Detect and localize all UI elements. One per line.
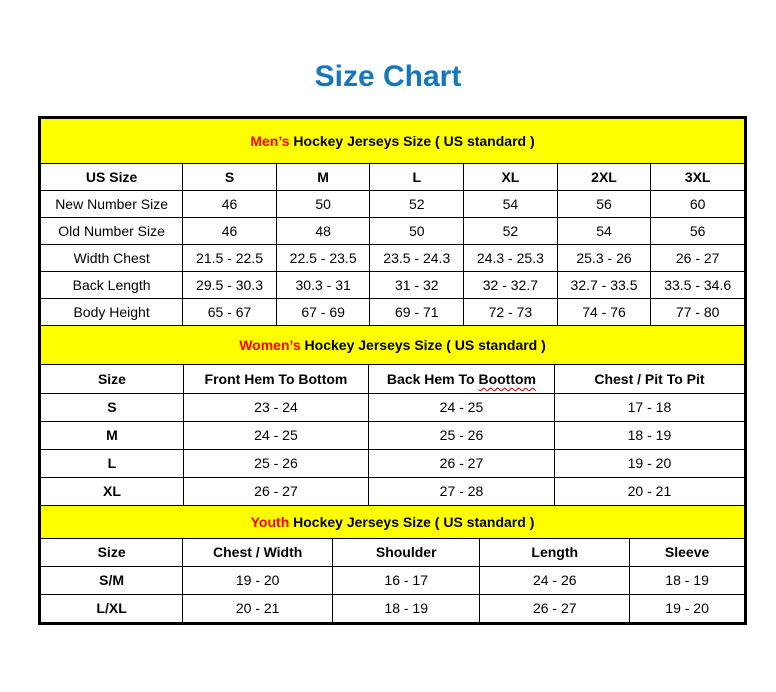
mens-row-label: Body Height (41, 299, 183, 326)
youth-value-cell: 18 - 19 (333, 595, 480, 623)
mens-value-cell: 50 (370, 218, 464, 245)
womens-value-cell: 20 - 21 (554, 478, 744, 506)
youth-value-cell: 20 - 21 (183, 595, 333, 623)
mens-value-cell: 30.3 - 31 (276, 272, 370, 299)
mens-column-header: 2XL (557, 164, 651, 191)
womens-data-row (41, 422, 745, 450)
youth-value-cell: 19 - 20 (630, 595, 745, 623)
column-header-text: Back Hem To (386, 370, 479, 387)
youth-row-label: S/M (41, 567, 183, 595)
womens-data-row (41, 478, 745, 506)
mens-row-label: Back Length (41, 272, 183, 299)
mens-row-label: Width Chest (41, 245, 183, 272)
mens-band-highlight: Men’s (250, 132, 290, 149)
mens-value-cell: 26 - 27 (651, 245, 745, 272)
youth-value-cell: 19 - 20 (183, 567, 333, 595)
youth-size-table (40, 505, 745, 623)
mens-value-cell: 25.3 - 26 (557, 245, 651, 272)
mens-value-cell: 77 - 80 (651, 299, 745, 326)
youth-data-row (41, 595, 745, 623)
womens-value-cell: 23 - 24 (183, 394, 368, 422)
mens-band-text: Hockey Jerseys Size ( US standard ) (289, 132, 535, 149)
womens-band-highlight: Women’s (239, 336, 301, 353)
mens-value-cell: 69 - 71 (370, 299, 464, 326)
youth-column-header: Length (480, 539, 630, 567)
womens-column-header: Front Hem To Bottom (183, 365, 368, 394)
mens-column-header: L (370, 164, 464, 191)
mens-data-row (41, 272, 745, 299)
mens-column-header: XL (464, 164, 558, 191)
mens-column-header: M (276, 164, 370, 191)
womens-row-label: XL (41, 478, 184, 506)
youth-value-cell: 18 - 19 (630, 567, 745, 595)
womens-band-row (41, 326, 745, 365)
womens-column-header: Chest / Pit To Pit (554, 365, 744, 394)
mens-value-cell: 48 (276, 218, 370, 245)
mens-column-header: US Size (41, 164, 183, 191)
mens-value-cell: 21.5 - 22.5 (183, 245, 277, 272)
youth-column-header: Size (41, 539, 183, 567)
page-title: Size Chart (314, 60, 462, 93)
mens-header-row (41, 164, 745, 191)
womens-value-cell: 19 - 20 (554, 450, 744, 478)
mens-row-label: New Number Size (41, 191, 183, 218)
mens-value-cell: 33.5 - 34.6 (651, 272, 745, 299)
womens-value-cell: 18 - 19 (554, 422, 744, 450)
youth-value-cell: 24 - 26 (480, 567, 630, 595)
womens-column-header (369, 365, 555, 394)
youth-band-text: Hockey Jerseys Size ( US standard ) (289, 513, 535, 530)
mens-value-cell: 52 (464, 218, 558, 245)
mens-value-cell: 32 - 32.7 (464, 272, 558, 299)
mens-value-cell: 23.5 - 24.3 (370, 245, 464, 272)
youth-header-row (41, 539, 745, 567)
mens-value-cell: 56 (557, 191, 651, 218)
mens-value-cell: 56 (651, 218, 745, 245)
mens-value-cell: 60 (651, 191, 745, 218)
mens-value-cell: 65 - 67 (183, 299, 277, 326)
mens-value-cell: 32.7 - 33.5 (557, 272, 651, 299)
size-chart (38, 116, 747, 625)
youth-band-row (41, 506, 745, 539)
mens-size-table (40, 118, 745, 326)
mens-value-cell: 72 - 73 (464, 299, 558, 326)
mens-column-header: 3XL (651, 164, 745, 191)
youth-value-cell: 16 - 17 (333, 567, 480, 595)
womens-data-row (41, 450, 745, 478)
mens-value-cell: 67 - 69 (276, 299, 370, 326)
womens-row-label: S (41, 394, 184, 422)
youth-band-highlight: Youth (250, 513, 290, 530)
youth-column-header: Sleeve (630, 539, 745, 567)
womens-value-cell: 24 - 25 (183, 422, 368, 450)
misspelled-word: Boottom (478, 370, 537, 387)
mens-value-cell: 54 (557, 218, 651, 245)
womens-data-row (41, 394, 745, 422)
womens-value-cell: 24 - 25 (369, 394, 555, 422)
mens-column-header: S (183, 164, 277, 191)
mens-value-cell: 29.5 - 30.3 (183, 272, 277, 299)
mens-value-cell: 46 (183, 191, 277, 218)
womens-value-cell: 25 - 26 (183, 450, 368, 478)
mens-value-cell: 22.5 - 23.5 (276, 245, 370, 272)
womens-value-cell: 26 - 27 (369, 450, 555, 478)
womens-header-row (41, 365, 745, 394)
youth-column-header: Shoulder (333, 539, 480, 567)
mens-value-cell: 54 (464, 191, 558, 218)
mens-data-row (41, 299, 745, 326)
mens-row-label: Old Number Size (41, 218, 183, 245)
mens-band-row (41, 119, 745, 164)
mens-data-row (41, 191, 745, 218)
womens-row-label: M (41, 422, 184, 450)
mens-value-cell: 31 - 32 (370, 272, 464, 299)
youth-value-cell: 26 - 27 (480, 595, 630, 623)
womens-value-cell: 25 - 26 (369, 422, 555, 450)
womens-column-header: Size (41, 365, 184, 394)
youth-section-header (41, 506, 745, 539)
womens-value-cell: 17 - 18 (554, 394, 744, 422)
womens-size-table (40, 325, 745, 506)
mens-value-cell: 74 - 76 (557, 299, 651, 326)
womens-band-text: Hockey Jerseys Size ( US standard ) (300, 336, 546, 353)
mens-data-row (41, 245, 745, 272)
mens-value-cell: 46 (183, 218, 277, 245)
womens-section-header (41, 326, 745, 365)
youth-column-header: Chest / Width (183, 539, 333, 567)
youth-data-row (41, 567, 745, 595)
womens-value-cell: 27 - 28 (369, 478, 555, 506)
mens-data-row (41, 218, 745, 245)
womens-row-label: L (41, 450, 184, 478)
mens-value-cell: 52 (370, 191, 464, 218)
mens-value-cell: 50 (276, 191, 370, 218)
youth-row-label: L/XL (41, 595, 183, 623)
mens-value-cell: 24.3 - 25.3 (464, 245, 558, 272)
womens-value-cell: 26 - 27 (183, 478, 368, 506)
mens-section-header (41, 119, 745, 164)
